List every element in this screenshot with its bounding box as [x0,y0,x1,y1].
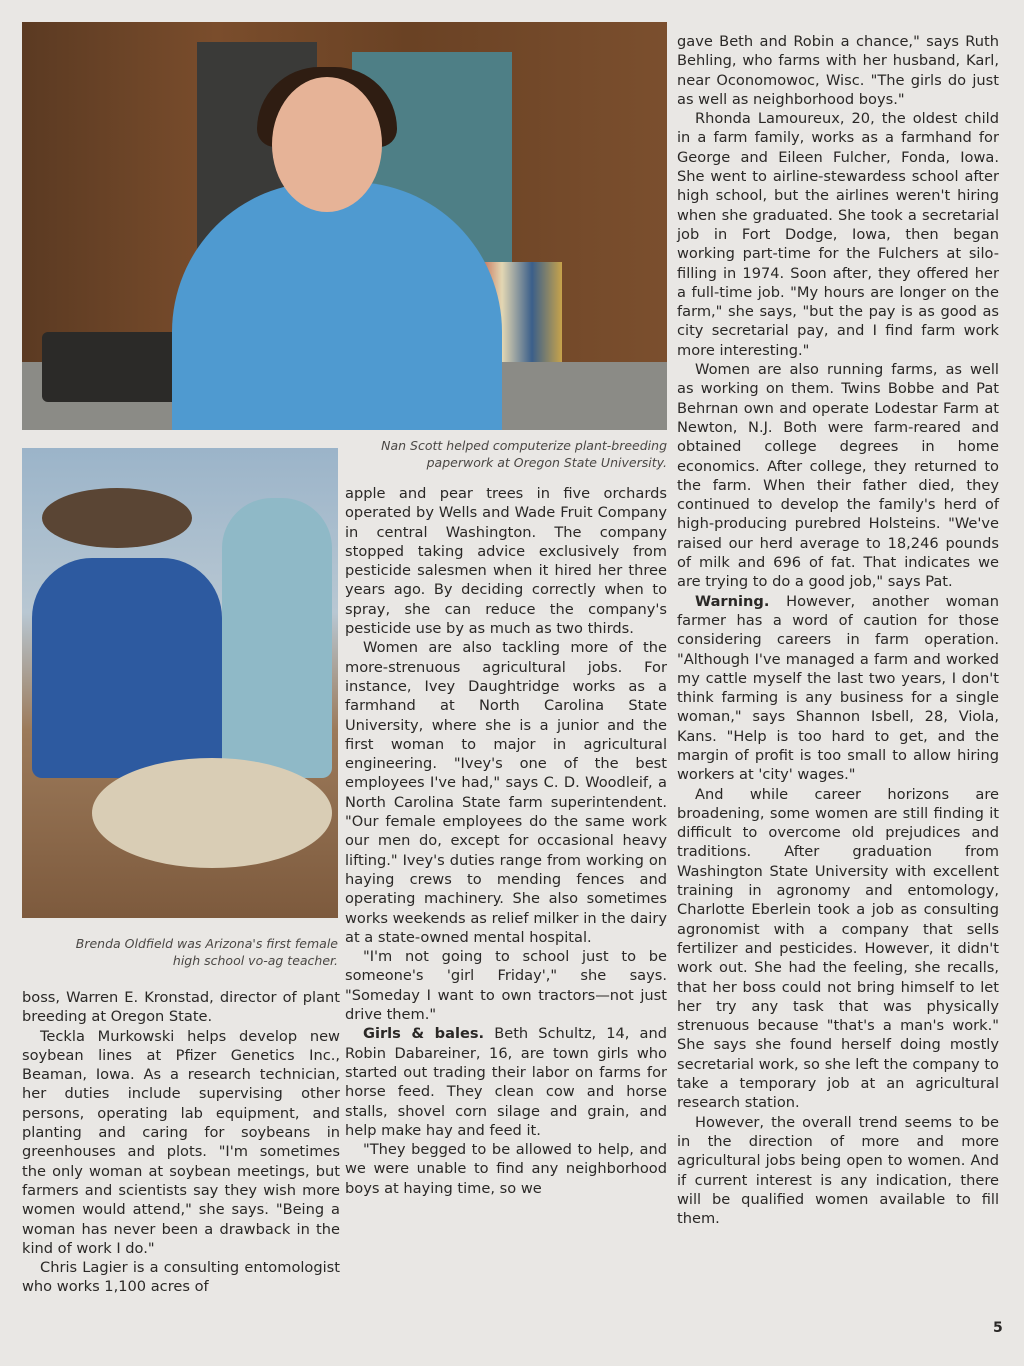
photo1-caption: Nan Scott helped computerize plant-breeding paperwork at Oregon State University. [381,438,667,470]
photo2-caption: Brenda Oldfield was Arizona's first female high school vo-ag teacher. [75,936,338,968]
paragraph [22,1027,340,1259]
paragraph-text: "I'm not going to school just to be someone's 'girl Friday'," she says. "Someday I want to own tractors—not just drive them." [345,948,667,1024]
paragraph [677,785,999,1113]
paragraph [345,947,667,1024]
text-column-middle [345,484,667,1198]
paragraph [345,484,667,638]
paragraph-text: Chris Lagier is a consulting entomologist who works 1,100 acres of [22,1259,340,1296]
paragraph-text: Women are also tackling more of the more-strenuous agricultural jobs. For instance, Ivey Daughtridge works as a farmhand at North Carolina State University, where she is a junior and the first woman to major in agricultural engineering. "Ivey's one of the best employees I've had," says C. D. Woodleif, a North Carolina State farm superintendent. "Our female employees do the same work our men do, except for occasional heavy lifting." Ivey's duties range from working on haying crews to mending fences and operating machinery. She also sometimes works weekends as relief milker in the dairy at a state-owned mental hospital. [345,639,667,946]
paragraph-text: However, the overall trend seems to be in the direction of more and more agricultural jobs being open to women. And if current interest is any indication, there will be qualified women available to fill them. [677,1113,999,1228]
paragraph [22,988,340,1027]
paragraph-text: apple and pear trees in five orchards operated by Wells and Wade Fruit Company in central Washington. The company stopped taking advice exclusively from pesticide salesmen when it hired her three years ago. By deciding correctly when to spray, she can reduce the company's pesticide use by as much as two thirds. [345,485,667,638]
paragraph [677,1113,999,1229]
paragraph [677,360,999,592]
photo-nan-scott-at-desk [22,22,667,430]
page-number: 5 [993,1320,1003,1336]
paragraph-lead-in: Girls & bales. [363,1025,485,1043]
paragraph-text: Women are also running farms, as well as working on them. Twins Bobbe and Pat Behrnan own and operate Lodestar Farm at Newton, N.J. Both were farm-reared and obtained college degrees in home economics. After college, they returned to the farm. When their father died, they continued to develop the family's herd of high-producing purebred Holsteins. "We've raised our herd average to 18,246 pounds of milk and 696 of fat. That indicates we are trying to do a good job," says Pat. [677,361,999,591]
paragraph-text: "They begged to be allowed to help, and we were unable to find any neighborhood boys at haying time, so we [345,1141,667,1197]
paragraph-text: Beth Schultz, 14, and Robin Dabareiner, 16, are town girls who started out trading their labor on farms for horse feed. They clean cow and horse stalls, shovel corn silage and grain, and help make hay and feed it. [345,1025,667,1139]
paragraph [345,1140,667,1198]
photo-brenda-oldfield-with-sheep [22,448,338,918]
paragraph [345,1024,667,1140]
paragraph-lead-in: Warning. [695,592,770,610]
paragraph-text: boss, Warren E. Kronstad, director of plant breeding at Oregon State. [22,989,340,1026]
text-column-left [22,988,340,1297]
paragraph-text: However, another woman farmer has a word of caution for those considering careers in farm operation. "Although I've managed a farm and worked my cattle myself the last two years, I don't think farming is any business for a single woman," says Shannon Isbell, 28, Viola, Kans. "Help is too hard to get, and the margin of profit is too small to allow hiring workers at 'city' wages." [677,592,999,784]
paragraph-text: gave Beth and Robin a chance," says Ruth Behling, who farms with her husband, Karl, near Oconomowoc, Wisc. "The girls do just as well as neighborhood boys." [677,33,999,108]
paragraph [677,32,999,109]
paragraph [677,592,999,785]
paragraph-text: And while career horizons are broadening, some women are still finding it difficult to overcome old prejudices and traditions. After graduation from Washington State University with excellent training in agronomy and entomology, Charlotte Eberlein took a job as consulting agronomist with a company that sells fertilizer and pesticides. However, it didn't work out. She had the feeling, she recalls, that her boss could not bring himself to let her try any task that was physically strenuous because "that's a man's work." She says she found herself doing mostly secretarial work, so she left the company to take a temporary job at an agricultural research station. [677,785,999,1112]
paragraph [345,638,667,947]
paragraph [22,1258,340,1297]
paragraph-text: Rhonda Lamoureux, 20, the oldest child in a farm family, works as a farmhand for George and Eileen Fulcher, Fonda, Iowa. She went to airline-stewardess school after high school, but the airlines weren't hiring when she graduated. She took a secretarial job in Fort Dodge, Iowa, then began working part-time for the Fulchers at silo-filling in 1974. Soon after, they offered her a full-time job. "My hours are longer on the farm," she says, "but the pay is as good as city secretarial pay, and I find farm work more interesting." [677,110,999,359]
paragraph [677,109,999,360]
paragraph-text: Teckla Murkowski helps develop new soybean lines at Pfizer Genetics Inc., Beaman, Iowa. As a research technician, her duties include supervising other persons, operating lab equipment, and planting and caring for soybeans in greenhouses and plots. "I'm sometimes the only woman at soybean meetings, but farmers and scientists say they wish more women would attend," she says. "Being a woman has never been a drawback in the kind of work I do." [22,1027,340,1257]
text-column-right [677,32,999,1228]
